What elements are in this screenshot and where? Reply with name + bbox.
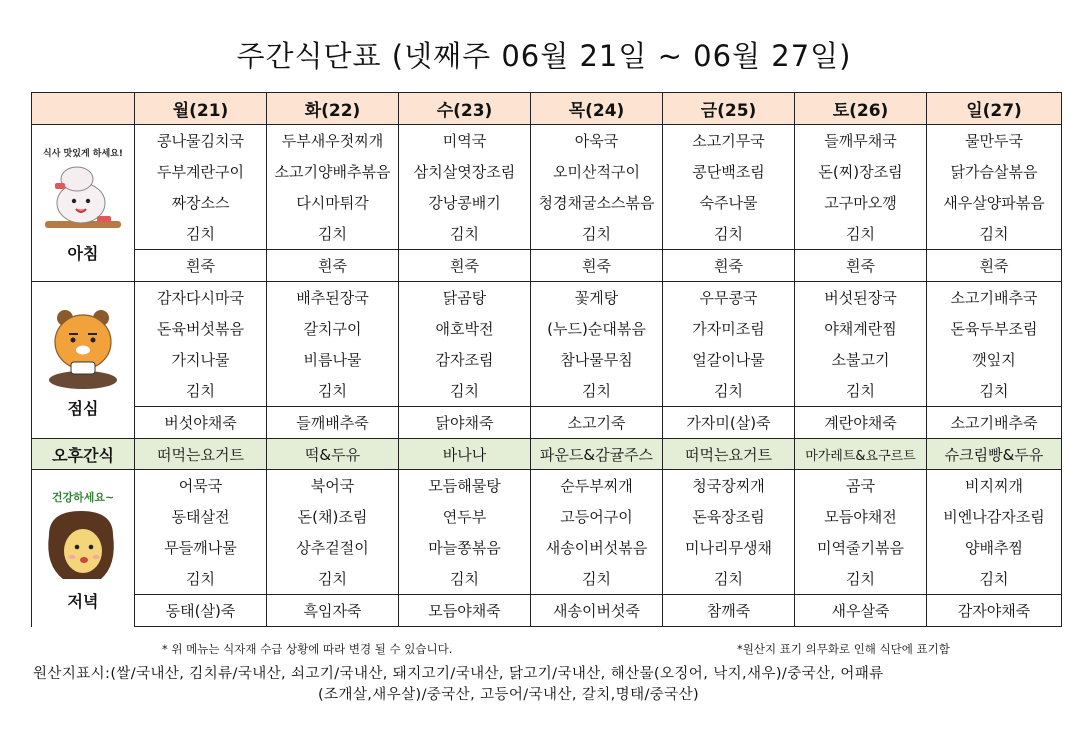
menu-item: 김치: [399, 375, 531, 407]
menu-item: 김치: [795, 218, 927, 250]
menu-item: 모듬야채전: [795, 501, 927, 532]
corner-cell: [32, 93, 135, 125]
menu-item: 김치: [663, 375, 795, 407]
snack-row: [32, 439, 1062, 470]
snack-item: 바나나: [399, 439, 531, 470]
origin-info-line1: 원산지표시:(쌀/국내산, 김치류/국내산, 쇠고기/국내산, 돼지고기/국내산, 닭고기/국내산, 해산물(오징어, 낙지,새우)/중국산, 어패류: [33, 666, 884, 682]
menu-item: 소고기양배추볶음: [267, 156, 399, 187]
snack-item: 파운드&감귤주스: [531, 439, 663, 470]
dinner-label-cell: [32, 470, 135, 627]
menu-item: 콩단백조림: [663, 156, 795, 187]
menu-item: 고구마오깽: [795, 187, 927, 218]
menu-item: 콩나물김치국: [135, 125, 267, 157]
dinner-row: [32, 532, 1062, 563]
menu-item: (누드)순대볶음: [531, 313, 663, 344]
menu-item: 닭야채죽: [399, 407, 531, 439]
menu-item: 애호박전: [399, 313, 531, 344]
day-header: 토(26): [795, 93, 927, 125]
menu-item: 물만두국: [927, 125, 1062, 157]
breakfast-row: [32, 187, 1062, 218]
day-header: 수(23): [399, 93, 531, 125]
menu-item: 김치: [927, 375, 1062, 407]
snack-item: 마가레트&요구르트: [795, 439, 927, 470]
meal-label: 아침: [67, 244, 99, 263]
speech-text: 식사 맛있게 하세요!: [43, 149, 123, 159]
menu-item: 흑임자죽: [267, 595, 399, 627]
menu-item: 김치: [267, 218, 399, 250]
menu-item: 들깨배추죽: [267, 407, 399, 439]
breakfast-row: [32, 218, 1062, 250]
origin-notice: *원산지 표기 의무화로 인해 식단에 표기함: [737, 642, 950, 656]
change-notice: * 위 메뉴는 식자재 수급 상황에 따라 변경 될 수 있습니다.: [162, 642, 453, 656]
menu-item: 김치: [399, 218, 531, 250]
snack-item: 떡&두유: [267, 439, 399, 470]
lunch-row: [32, 313, 1062, 344]
menu-item: 순두부찌개: [531, 470, 663, 502]
meal-label: 저녁: [67, 591, 99, 611]
menu-item: 들깨무채국: [795, 125, 927, 157]
menu-item: 김치: [663, 563, 795, 595]
menu-item: 소불고기: [795, 344, 927, 375]
meal-illustration: [32, 159, 134, 237]
lunch-row: [32, 282, 1062, 314]
snack-item: 슈크림빵&두유: [927, 439, 1062, 470]
menu-item: 소고기죽: [531, 407, 663, 439]
menu-item: 김치: [531, 375, 663, 407]
snack-label: 오후간식: [32, 439, 135, 470]
menu-item: 꽃게탕: [531, 282, 663, 314]
menu-item: 아욱국: [531, 125, 663, 157]
menu-item: 가자미(살)죽: [663, 407, 795, 439]
menu-item: 숙주나물: [663, 187, 795, 218]
menu-item: 흰죽: [531, 250, 663, 282]
meal-label: 점심: [67, 398, 99, 418]
menu-item: 가지나물: [135, 344, 267, 375]
girl-character-icon: [41, 505, 125, 585]
menu-item: 동태(살)죽: [135, 595, 267, 627]
menu-item: 감자야채죽: [927, 595, 1062, 627]
menu-item: 곰국: [795, 470, 927, 502]
menu-item: 김치: [795, 563, 927, 595]
menu-item: 새우살죽: [795, 595, 927, 627]
dinner-row: [32, 470, 1062, 502]
day-header: 월(21): [135, 93, 267, 125]
menu-item: 김치: [531, 563, 663, 595]
menu-item: 깻잎지: [927, 344, 1062, 375]
menu-item: 새우살양파볶음: [927, 187, 1062, 218]
menu-item: 김치: [135, 375, 267, 407]
menu-item: 돈육버섯볶음: [135, 313, 267, 344]
menu-item: 북어국: [267, 470, 399, 502]
menu-item: 김치: [135, 563, 267, 595]
dinner-row: [32, 595, 1062, 627]
menu-item: 돈(찌)장조림: [795, 156, 927, 187]
menu-item: 비지찌개: [927, 470, 1062, 502]
menu-item: 돈(채)조림: [267, 501, 399, 532]
menu-item: 다시마튀각: [267, 187, 399, 218]
day-header-row: [32, 93, 1062, 125]
menu-item: 배추된장국: [267, 282, 399, 314]
day-header: 일(27): [927, 93, 1062, 125]
menu-item: 흰죽: [927, 250, 1062, 282]
menu-item: 돈육두부조림: [927, 313, 1062, 344]
menu-item: 닭가슴살볶음: [927, 156, 1062, 187]
lunch-row: [32, 375, 1062, 407]
speech-text: 건강하세요~: [51, 490, 115, 504]
day-header: 금(25): [663, 93, 795, 125]
menu-item: 김치: [531, 218, 663, 250]
menu-item: 닭곰탕: [399, 282, 531, 314]
menu-item: 소고기배추국: [927, 282, 1062, 314]
meal-illustration: [32, 505, 134, 585]
menu-item: 감자조림: [399, 344, 531, 375]
dinner-row: [32, 501, 1062, 532]
menu-item: 가자미조림: [663, 313, 795, 344]
menu-item: 소고기배추죽: [927, 407, 1062, 439]
menu-item: 흰죽: [135, 250, 267, 282]
menu-item: 흰죽: [267, 250, 399, 282]
menu-item: 오미산적구이: [531, 156, 663, 187]
menu-item: 고등어구이: [531, 501, 663, 532]
menu-item: 연두부: [399, 501, 531, 532]
menu-item: 비엔나감자조림: [927, 501, 1062, 532]
menu-item: 비름나물: [267, 344, 399, 375]
menu-item: 참나물무침: [531, 344, 663, 375]
breakfast-row: [32, 125, 1062, 157]
menu-item: 삼치살엿장조림: [399, 156, 531, 187]
menu-item: 흰죽: [663, 250, 795, 282]
menu-item: 소고기무국: [663, 125, 795, 157]
menu-item: 동태살전: [135, 501, 267, 532]
weekly-menu-table: [31, 92, 1062, 627]
menu-item: 김치: [267, 563, 399, 595]
menu-item: 청경채굴소스볶음: [531, 187, 663, 218]
breakfast-row: [32, 156, 1062, 187]
meal-illustration: [32, 302, 134, 392]
menu-item: 모듬해물탕: [399, 470, 531, 502]
lunch-row: [32, 407, 1062, 439]
menu-item: 새송이버섯볶음: [531, 532, 663, 563]
menu-item: 마늘쫑볶음: [399, 532, 531, 563]
menu-item: 상추겉절이: [267, 532, 399, 563]
breakfast-label-cell: [32, 125, 135, 282]
menu-item: 강낭콩배기: [399, 187, 531, 218]
menu-item: 짜장소스: [135, 187, 267, 218]
menu-item: 버섯야채죽: [135, 407, 267, 439]
menu-item: 새송이버섯죽: [531, 595, 663, 627]
day-header: 화(22): [267, 93, 399, 125]
menu-item: 김치: [927, 218, 1062, 250]
menu-item: 흰죽: [795, 250, 927, 282]
menu-item: 두부새우젓찌개: [267, 125, 399, 157]
snack-item: 떠먹는요거트: [663, 439, 795, 470]
menu-item: 김치: [927, 563, 1062, 595]
menu-item: 우무콩국: [663, 282, 795, 314]
lunch-row: [32, 344, 1062, 375]
menu-item: 참깨죽: [663, 595, 795, 627]
chef-character-icon: [41, 159, 125, 237]
menu-item: 양배추찜: [927, 532, 1062, 563]
day-header: 목(24): [531, 93, 663, 125]
menu-item: 두부계란구이: [135, 156, 267, 187]
menu-item: 흰죽: [399, 250, 531, 282]
menu-item: 모듬야채죽: [399, 595, 531, 627]
menu-item: 갈치구이: [267, 313, 399, 344]
menu-item: 청국장찌개: [663, 470, 795, 502]
menu-item: 미역국: [399, 125, 531, 157]
menu-item: 얼갈이나물: [663, 344, 795, 375]
origin-info-line2: (조개살,새우살)/중국산, 고등어/국내산, 갈치,명태/중국산): [318, 687, 700, 703]
menu-item: 돈육장조림: [663, 501, 795, 532]
menu-item: 버섯된장국: [795, 282, 927, 314]
menu-item: 미역줄기볶음: [795, 532, 927, 563]
menu-item: 무들깨나물: [135, 532, 267, 563]
menu-item: 미나리무생채: [663, 532, 795, 563]
lion-character-icon: [45, 302, 121, 392]
menu-item: 야채계란찜: [795, 313, 927, 344]
page-title: 주간식단표 (넷째주 06월 21일 ~ 06월 27일): [236, 39, 852, 73]
menu-item: 어묵국: [135, 470, 267, 502]
menu-item: 김치: [267, 375, 399, 407]
dinner-row: [32, 563, 1062, 595]
menu-item: 김치: [795, 375, 927, 407]
menu-item: 김치: [663, 218, 795, 250]
menu-item: 김치: [135, 218, 267, 250]
menu-item: 김치: [399, 563, 531, 595]
breakfast-row: [32, 250, 1062, 282]
menu-item: 감자다시마국: [135, 282, 267, 314]
snack-item: 떠먹는요거트: [135, 439, 267, 470]
menu-item: 계란야채죽: [795, 407, 927, 439]
lunch-label-cell: [32, 282, 135, 439]
